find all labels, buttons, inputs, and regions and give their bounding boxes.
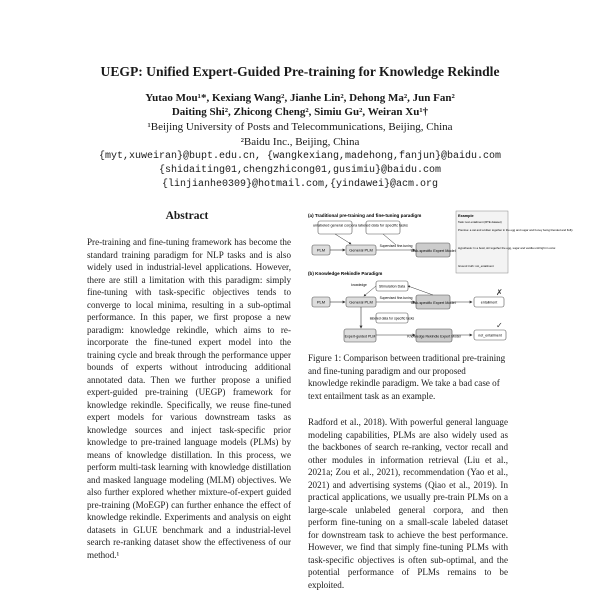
- supervised-label-a: Supervised fine-tuning: [379, 244, 413, 248]
- task-expert-label-b: Task-specific Expert Model: [410, 301, 456, 305]
- arrow-b-knowledge: [408, 286, 433, 295]
- example-line-2: Premise: a cat and a kitten together in the egg and sugar and honey being blended and fluffy.: [458, 228, 574, 232]
- email-line-2: {shidaiting01,chengzhicong01,gusimiu}@baidu.com: [158, 165, 442, 176]
- example-line-4: Ground truth: not_entailment: [458, 264, 494, 268]
- affiliation-2: ²Baidu Inc., Beijing, China: [240, 136, 360, 148]
- body-text-right: Radford et al., 2018). With powerful general language modeling capabilities, PLMs are also widely used as the backbones of search re-ranking, vector recall and other modules in information retrieval (Liu et al., 2021a; Zou et al., 2021), recommendation (Yao et al., 2021) and advertising systems (Qiao et al., 2019). In practical applications, we usually pre-train PLMs on a large-scale unlabeled general corpora, and then perform fine-tuning on a small-scale labeled dataset for downstream task to achieve the best performance. However, we find that simply fine-tuning PLMs with task-specific objectives is often sub-optimal, and the potential performance of PLMs remains to be exploited.: [308, 417, 508, 590]
- cross-icon: ✗: [496, 288, 503, 297]
- abstract-heading: Abstract: [165, 210, 209, 222]
- example-line-3: Hypothesis: In a bowl, stir together the egg, sugar and vanilla until light in color.: [458, 246, 556, 250]
- check-icon: ✓: [496, 321, 503, 330]
- figure-caption: Figure 1: Comparison between traditional pre-training and fine-tuning paradigm and our proposed knowledge rekindle paradigm. We take a bad case of text entailment task as an example.: [308, 353, 506, 401]
- email-line-3: {linjianhe0309}@hotmail.com,{yindawei}@acm.org: [161, 179, 439, 190]
- stimulation-data-label: Stimulation Data: [378, 284, 406, 289]
- general-plm-label-b: General PLM: [349, 299, 373, 305]
- paper-title: UEGP: Unified Expert-Guided Pre-training for Knowledge Rekindle: [100, 64, 500, 79]
- email-line-1: {myt,xuweiran}@bupt.edu.cn, {wangkexiang,madehong,fanjun}@baidu.com: [98, 151, 502, 162]
- expert-guided-plm-label: Expert-guided PLM: [344, 334, 376, 339]
- plm-label-a: PLM: [316, 247, 326, 253]
- labeled-data-label: labeled data for specific tasks: [358, 223, 408, 228]
- authors-line-2: Daiting Shi², Zhicong Cheng², Simiu Gu², Weiran Xu¹†: [171, 106, 429, 118]
- unlabeled-corpora-label: unlabeled general corpora: [312, 223, 358, 228]
- figure-1: [306, 209, 574, 347]
- result-entailment-label: entailment: [480, 300, 498, 305]
- example-line-1: Task: text entailment (RTE dataset): [458, 220, 502, 224]
- authors-line-1: Yutao Mou¹*, Kexiang Wang², Jianhe Lin², Dehong Ma², Jun Fan²: [145, 92, 455, 104]
- arrow-a3: [335, 234, 351, 244]
- example-title: Example: [458, 214, 474, 218]
- result-not-entailment-label: not_entailment: [478, 333, 502, 338]
- arrow-b-stim: [364, 286, 376, 296]
- figure-label-b: (b) Knowledge Rekindle Paradigm: [308, 271, 383, 276]
- plm-label-b: PLM: [316, 299, 326, 305]
- affiliation-1: ¹Beijing University of Posts and Telecommunications, Beijing, China: [147, 121, 453, 133]
- knowledge-rekindle-label: Knowledge Rekindle Expert Model: [407, 334, 461, 339]
- knowledge-label: knowledge: [351, 283, 367, 287]
- supervised-label-b: Supervised fine-tuning: [379, 296, 413, 300]
- task-expert-label-a: Task-specific Expert Model: [410, 249, 456, 253]
- figure-label-a: (a) Traditional pre-training and fine-tuning paradigm: [308, 213, 422, 218]
- general-plm-label-a: General PLM: [349, 247, 373, 253]
- abstract-text: Pre-training and fine-tuning framework has become the standard training paradigm for NLP tasks and is also widely used in industrial-level applications. However, there are still a limitation with this paradigm: simply fine-tuning with task-specific objectives tends to converge to local minima, resulting in a sub-optimal performance. In this paper, we first propose a new paradigm: knowledge rekindle, which aims to re-incorporate the fine-tuned expert model into the training cycle and break through the performance upper bounds of experts without introducing additional annotated data. Then we further propose a unified expert-guided pre-training (UEGP) framework for knowledge rekindle. Specifically, we reuse fine-tuned expert models for various downstream tasks as knowledge sources and inject task-specific prior knowledge to pre-trained language models (PLMs) by means of knowledge distillation. In this process, we perform multi-task learning with knowledge distillation and masked language modeling (MLM) objectives. We also further explored whether mixture-of-expert guided pre-training (MoEGP) can further enhance the effect of knowledge rekindle. Experiments and analysis on eight datasets in GLUE benchmark and a industrial-level search re-ranking dataset show the effectiveness of our method.¹: [87, 237, 291, 560]
- labeled-data-label-b: labeled data for specific tasks: [369, 316, 415, 321]
